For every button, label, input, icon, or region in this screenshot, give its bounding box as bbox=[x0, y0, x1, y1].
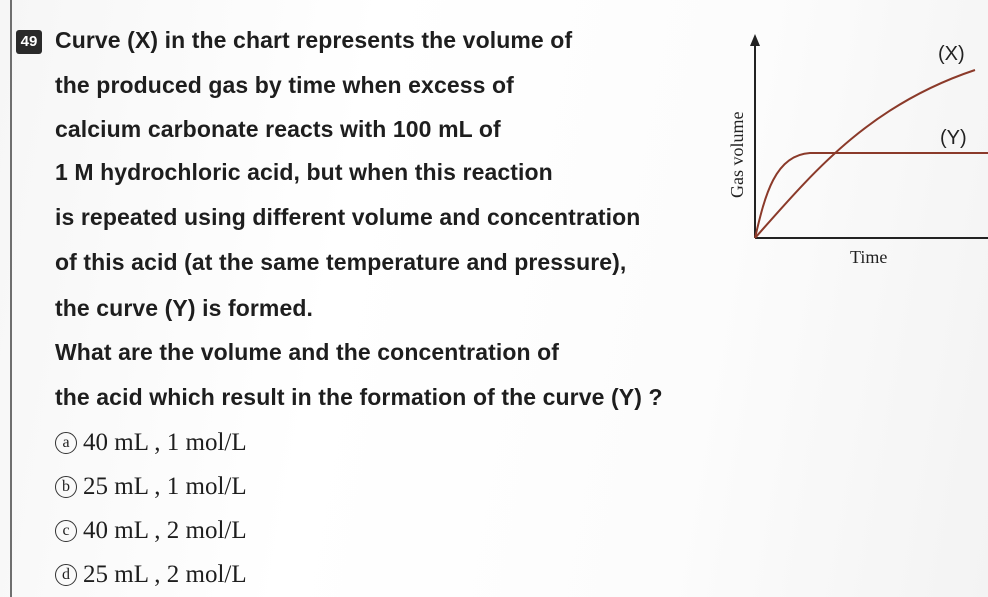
question-line-7: the curve (Y) is formed. bbox=[55, 295, 314, 321]
option-b-letter: b bbox=[55, 476, 77, 498]
option-c-letter: c bbox=[55, 520, 77, 542]
curve-y bbox=[755, 153, 988, 238]
option-d-letter: d bbox=[55, 564, 77, 586]
question-line-8: What are the volume and the concentration of bbox=[55, 339, 560, 365]
question-line-5: is repeated using different volume and concentration bbox=[55, 204, 641, 230]
y-axis-arrow bbox=[750, 34, 760, 46]
option-d[interactable] bbox=[55, 560, 247, 590]
margin-line bbox=[10, 0, 12, 597]
question-line-9: the acid which result in the formation of the curve (Y) ? bbox=[55, 384, 663, 410]
option-a[interactable] bbox=[55, 428, 247, 458]
question-line-2: the produced gas by time when excess of bbox=[55, 72, 514, 98]
question-line-4: 1 M hydrochloric acid, but when this reaction bbox=[55, 159, 553, 185]
question-line-6: of this acid (at the same temperature and pressure), bbox=[55, 249, 627, 275]
question-line-3: calcium carbonate reacts with 100 mL of bbox=[55, 116, 501, 142]
y-axis-label: Gas volume bbox=[727, 111, 747, 198]
option-c[interactable] bbox=[55, 516, 247, 546]
question-number-badge: 49 bbox=[16, 30, 42, 54]
option-a-text: 40 mL , 1 mol/L bbox=[83, 429, 247, 456]
gas-volume-graph bbox=[720, 30, 988, 270]
question-line-1: Curve (X) in the chart represents the volume of bbox=[55, 27, 573, 53]
option-c-text: 40 mL , 2 mol/L bbox=[83, 517, 247, 544]
option-a-letter: a bbox=[55, 432, 77, 454]
curve-x-label: (X) bbox=[938, 43, 965, 65]
option-d-text: 25 mL , 2 mol/L bbox=[83, 561, 247, 588]
x-axis-label: Time bbox=[850, 247, 888, 267]
option-b[interactable] bbox=[55, 472, 247, 502]
curve-y-label: (Y) bbox=[940, 127, 967, 149]
option-b-text: 25 mL , 1 mol/L bbox=[83, 473, 247, 500]
